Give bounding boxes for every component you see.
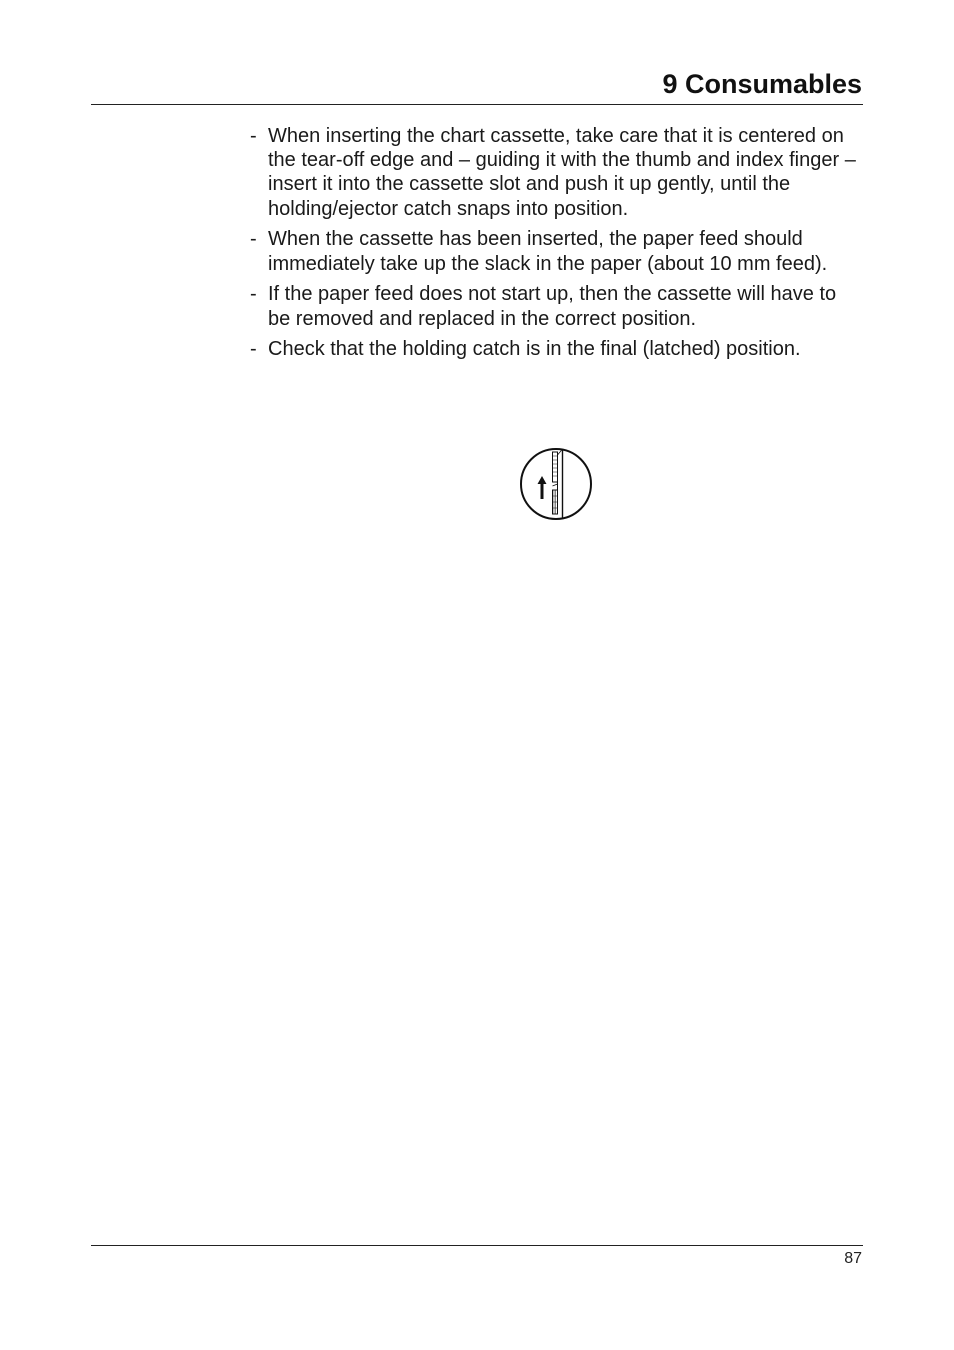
instructions-section bbox=[248, 124, 863, 368]
bullet-dash: - bbox=[250, 338, 257, 361]
list-item bbox=[248, 337, 863, 361]
header-divider bbox=[91, 104, 863, 105]
page-number: 87 bbox=[844, 1250, 862, 1267]
bullet-dash: - bbox=[250, 283, 257, 306]
bullet-dash: - bbox=[250, 228, 257, 251]
cassette-insert-up-arrow-icon bbox=[518, 446, 594, 522]
list-item bbox=[248, 124, 863, 221]
page-title: 9 Consumables bbox=[662, 69, 862, 99]
list-item bbox=[248, 227, 863, 275]
list-item bbox=[248, 282, 863, 330]
list-item-text: Check that the holding catch is in the final (latched) position. bbox=[268, 338, 801, 361]
footer-divider bbox=[91, 1245, 863, 1246]
list-item-text: If the paper feed does not start up, then the cassette will have to be removed and replaced in the correct position. bbox=[268, 283, 837, 330]
instruction-list bbox=[248, 124, 863, 362]
list-item-text: When inserting the chart cassette, take care that it is centered on the tear-off edge and – guiding it with the thumb and index finger – insert it into the cassette slot and push it up gently, until the holding/ejector catch snaps into position. bbox=[268, 125, 856, 220]
list-item-text: When the cassette has been inserted, the paper feed should immediately take up the slack in the paper (about 10 mm feed). bbox=[268, 228, 828, 275]
bullet-dash: - bbox=[250, 125, 257, 147]
